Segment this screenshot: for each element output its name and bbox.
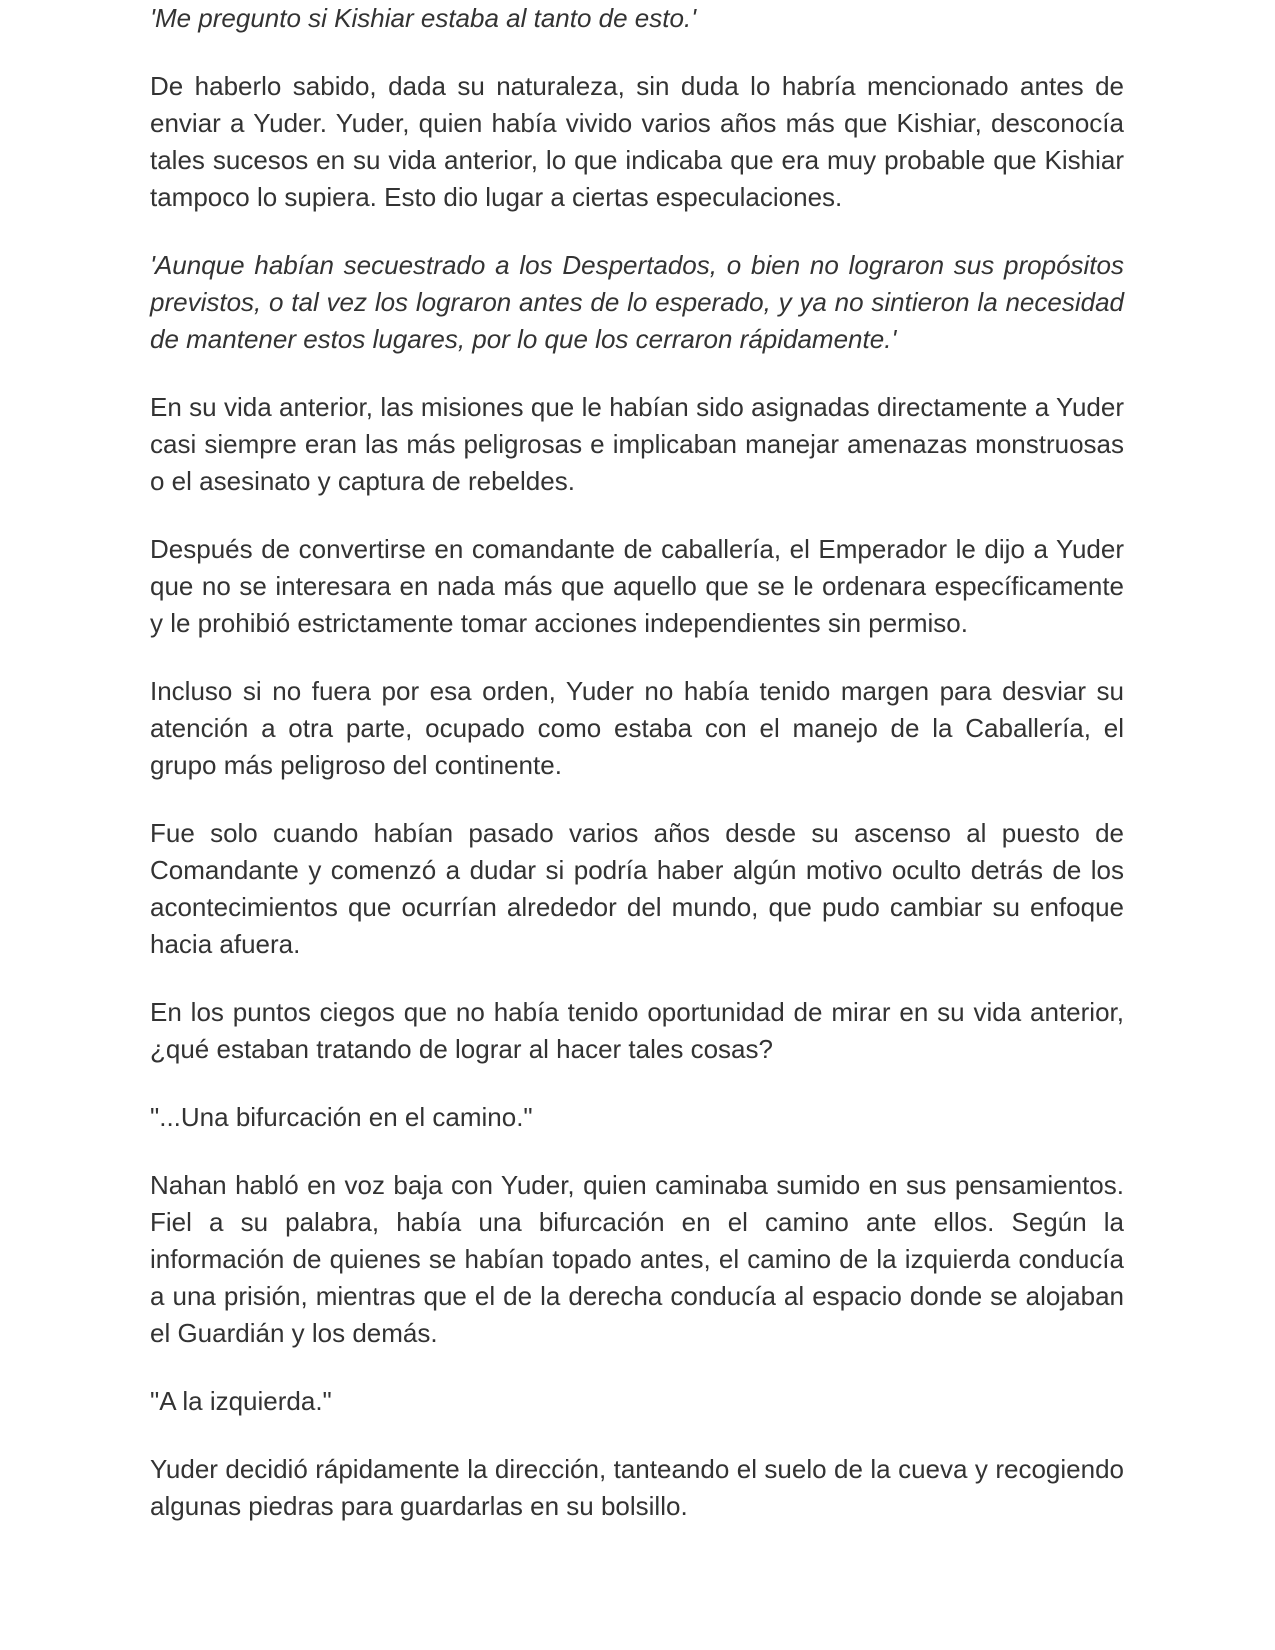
paragraph: 'Aunque habían secuestrado a los Despertados, o bien no lograron sus propósitos previstos, o tal vez los lograron antes de lo esperado, y ya no sintieron la necesidad de mantener estos lugares, por lo que los cerraron rápidamente.'	[150, 250, 1124, 354]
paragraph: Después de convertirse en comandante de caballería, el Emperador le dijo a Yuder que no se interesara en nada más que aquello que se le ordenara específicamente y le prohibió estrictamente tomar acciones independientes sin permiso.	[150, 534, 1124, 638]
paragraph: Yuder decidió rápidamente la dirección, tanteando el suelo de la cueva y recogiendo algunas piedras para guardarlas en su bolsillo.	[150, 1454, 1124, 1521]
paragraph: Fue solo cuando habían pasado varios años desde su ascenso al puesto de Comandante y comenzó a dudar si podría haber algún motivo oculto detrás de los acontecimientos que ocurrían alrededor del mundo, que pudo cambiar su enfoque hacia afuera.	[150, 818, 1124, 959]
document-page	[150, 0, 1124, 1556]
paragraph: 'Me pregunto si Kishiar estaba al tanto de esto.'	[150, 3, 697, 33]
paragraph: "A la izquierda."	[150, 1386, 332, 1416]
paragraph: Incluso si no fuera por esa orden, Yuder no había tenido margen para desviar su atención a otra parte, ocupado como estaba con el manejo de la Caballería, el grupo más peligroso del continente.	[150, 676, 1124, 780]
paragraph: De haberlo sabido, dada su naturaleza, sin duda lo habría mencionado antes de enviar a Yuder. Yuder, quien había vivido varios años más que Kishiar, desconocía tales sucesos en su vida anterior, lo que indicaba que era muy probable que Kishiar tampoco lo supiera. Esto dio lugar a ciertas especulaciones.	[150, 71, 1124, 212]
paragraph: En los puntos ciegos que no había tenido oportunidad de mirar en su vida anterior, ¿qué estaban tratando de lograr al hacer tales cosas?	[150, 997, 1124, 1064]
paragraph: "...Una bifurcación en el camino."	[150, 1102, 533, 1132]
paragraph: Nahan habló en voz baja con Yuder, quien caminaba sumido en sus pensamientos. Fiel a su palabra, había una bifurcación en el camino ante ellos. Según la información de quienes se habían topado antes, el camino de la izquierda conducía a una prisión, mientras que el de la derecha conducía al espacio donde se alojaban el Guardián y los demás.	[150, 1170, 1124, 1348]
paragraph: En su vida anterior, las misiones que le habían sido asignadas directamente a Yuder casi siempre eran las más peligrosas e implicaban manejar amenazas monstruosas o el asesinato y captura de rebeldes.	[150, 392, 1124, 496]
